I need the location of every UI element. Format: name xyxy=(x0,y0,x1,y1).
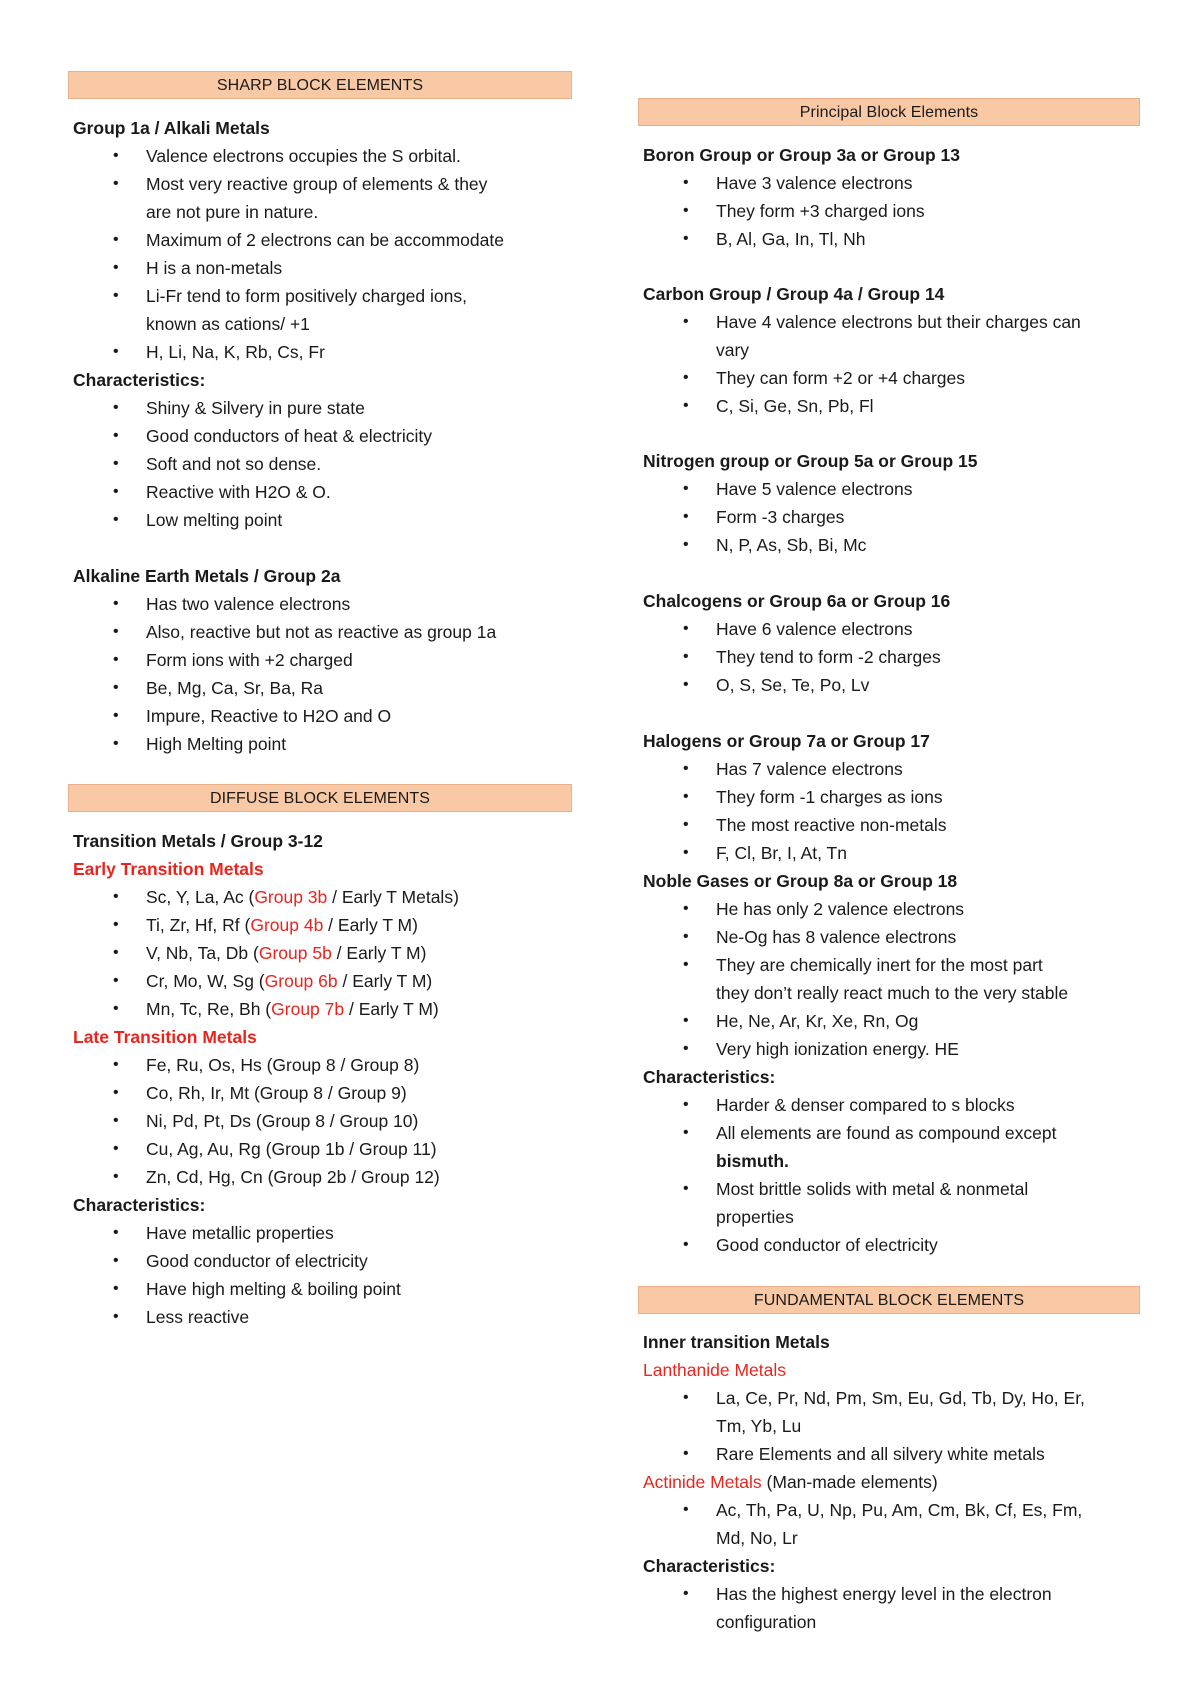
list-item xyxy=(643,1091,1140,1119)
bullet-icon: • xyxy=(113,287,119,304)
bullet-icon: • xyxy=(683,508,689,525)
list-item-text: C, Si, Ge, Sn, Pb, Fl xyxy=(716,396,874,416)
transition-section xyxy=(73,827,572,1331)
bullet-icon: • xyxy=(113,1112,119,1129)
list-item xyxy=(643,1580,1140,1636)
list-item xyxy=(73,254,572,282)
list-item xyxy=(643,643,1140,671)
bullet-icon: • xyxy=(683,928,689,945)
list-item xyxy=(643,615,1140,643)
list-item-text: F, Cl, Br, I, At, Tn xyxy=(716,843,847,863)
list-item xyxy=(643,531,1140,559)
list-item xyxy=(73,911,572,939)
list-item-text: Less reactive xyxy=(146,1307,250,1327)
list-item-text: Li-Fr tend to form positively charged ions, xyxy=(146,286,467,306)
list-item-text: H is a non-metals xyxy=(146,258,283,278)
list-item xyxy=(643,951,1140,1007)
list-item-text: Impure, Reactive to H2O and O xyxy=(146,706,392,726)
group-label: Group 6b xyxy=(264,971,338,991)
bullet-icon: • xyxy=(683,1124,689,1141)
list-item-text: Also, reactive but not as reactive as group 1a xyxy=(146,622,497,642)
early-transition-list xyxy=(73,883,572,1023)
carbon-list xyxy=(643,308,1140,420)
list-item xyxy=(73,1051,572,1079)
list-item xyxy=(73,170,572,226)
list-item xyxy=(643,364,1140,392)
bullet-icon: • xyxy=(113,1252,119,1269)
alkaline-list xyxy=(73,590,572,758)
list-item-text: La, Ce, Pr, Nd, Pm, Sm, Eu, Gd, Tb, Dy, Ho, Er, xyxy=(716,1388,1085,1408)
early-transition-title: Early Transition Metals xyxy=(73,859,264,879)
bullet-icon: • xyxy=(113,231,119,248)
bullet-icon: • xyxy=(683,174,689,191)
list-item xyxy=(73,1079,572,1107)
transition-characteristics-title: Characteristics: xyxy=(73,1195,206,1215)
lanthanide-title: Lanthanide Metals xyxy=(643,1360,787,1380)
carbon-section xyxy=(643,280,1140,420)
list-item-text: properties xyxy=(716,1207,794,1227)
list-item xyxy=(73,226,572,254)
bullet-icon: • xyxy=(683,956,689,973)
bullet-icon: • xyxy=(113,735,119,752)
list-item-text: Have 4 valence electrons but their charges can xyxy=(716,312,1081,332)
inner-characteristics-list xyxy=(643,1580,1140,1636)
list-item xyxy=(73,1303,572,1331)
bullet-icon: • xyxy=(683,844,689,861)
bullet-icon: • xyxy=(113,175,119,192)
bullet-icon: • xyxy=(113,1056,119,1073)
list-item xyxy=(73,967,572,995)
halogens-list xyxy=(643,755,1140,867)
chalcogens-title: Chalcogens or Group 6a or Group 16 xyxy=(643,591,951,611)
list-item xyxy=(73,674,572,702)
chalcogens-section xyxy=(643,587,1140,699)
boron-title: Boron Group or Group 3a or Group 13 xyxy=(643,145,960,165)
list-item-text: H, Li, Na, K, Rb, Cs, Fr xyxy=(146,342,325,362)
bullet-icon: • xyxy=(683,313,689,330)
list-item xyxy=(643,755,1140,783)
list-item-text: V, Nb, Ta, Db ( xyxy=(146,943,259,963)
bullet-icon: • xyxy=(113,483,119,500)
list-item-text: Form ions with +2 charged xyxy=(146,650,353,670)
bullet-icon: • xyxy=(683,1096,689,1113)
list-item-text: Valence electrons occupies the S orbital. xyxy=(146,146,461,166)
alkaline-section xyxy=(73,562,572,758)
bullet-icon: • xyxy=(683,1501,689,1518)
list-item-text: Harder & denser compared to s blocks xyxy=(716,1095,1015,1115)
list-item-text: Has 7 valence electrons xyxy=(716,759,903,779)
list-item xyxy=(643,169,1140,197)
list-item xyxy=(73,730,572,758)
bullet-icon: • xyxy=(113,1224,119,1241)
list-item-text: N, P, As, Sb, Bi, Mc xyxy=(716,535,867,555)
list-item-text: known as cations/ +1 xyxy=(146,314,310,334)
bullet-icon: • xyxy=(113,427,119,444)
bullet-icon: • xyxy=(113,399,119,416)
actinide-title: Actinide Metals xyxy=(643,1472,762,1492)
halogens-title: Halogens or Group 7a or Group 17 xyxy=(643,731,930,751)
list-item xyxy=(73,450,572,478)
bullet-icon: • xyxy=(683,1012,689,1029)
list-item xyxy=(643,1175,1140,1231)
list-item-text: Has the highest energy level in the electron xyxy=(716,1584,1052,1604)
alkali-characteristics-title: Characteristics: xyxy=(73,370,206,390)
bullet-icon: • xyxy=(113,707,119,724)
list-item-text: Good conductor of electricity xyxy=(716,1235,938,1255)
list-item-text: Most very reactive group of elements & they xyxy=(146,174,488,194)
alkali-title: Group 1a / Alkali Metals xyxy=(73,118,270,138)
list-item xyxy=(73,478,572,506)
alkali-characteristics-list xyxy=(73,394,572,534)
noble-title: Noble Gases or Group 8a or Group 18 xyxy=(643,871,958,891)
bullet-icon: • xyxy=(683,1180,689,1197)
list-item xyxy=(73,422,572,450)
nitrogen-title: Nitrogen group or Group 5a or Group 15 xyxy=(643,451,978,471)
noble-characteristics-list xyxy=(643,1091,1140,1259)
list-item-text: vary xyxy=(716,340,750,360)
bullet-icon: • xyxy=(683,1445,689,1462)
list-item-text: Rare Elements and all silvery white metals xyxy=(716,1444,1045,1464)
list-item-text: They are chemically inert for the most part xyxy=(716,955,1043,975)
bullet-icon: • xyxy=(113,1084,119,1101)
list-item-text: / Early T M) xyxy=(344,999,439,1019)
list-item-text: Cr, Mo, W, Sg ( xyxy=(146,971,265,991)
bullet-icon: • xyxy=(113,651,119,668)
bullet-icon: • xyxy=(113,1000,119,1017)
list-item-text: Ti, Zr, Hf, Rf ( xyxy=(146,915,251,935)
list-item-text: All elements are found as compound except xyxy=(716,1123,1057,1143)
diffuse-block-banner: DIFFUSE BLOCK ELEMENTS xyxy=(68,784,572,812)
bullet-icon: • xyxy=(113,944,119,961)
list-item xyxy=(643,197,1140,225)
list-item xyxy=(73,618,572,646)
bullet-icon: • xyxy=(683,1040,689,1057)
list-item-text: High Melting point xyxy=(146,734,287,754)
list-item xyxy=(643,1440,1140,1468)
list-item-text: Have high melting & boiling point xyxy=(146,1279,401,1299)
list-item xyxy=(643,839,1140,867)
list-item xyxy=(73,1163,572,1191)
list-item-text: / Early T Metals) xyxy=(327,887,459,907)
bullet-icon: • xyxy=(683,1585,689,1602)
boron-list xyxy=(643,169,1140,253)
list-item-text: Very high ionization energy. HE xyxy=(716,1039,959,1059)
list-item xyxy=(643,811,1140,839)
late-transition-title: Late Transition Metals xyxy=(73,1027,257,1047)
group-label: Group 7b xyxy=(271,999,345,1019)
bullet-icon: • xyxy=(683,397,689,414)
bullet-icon: • xyxy=(683,816,689,833)
list-item-text: Have 3 valence electrons xyxy=(716,173,913,193)
list-item-text: Have 5 valence electrons xyxy=(716,479,913,499)
lanthanide-list xyxy=(643,1384,1140,1468)
late-transition-list xyxy=(73,1051,572,1191)
list-item-text: They form +3 charged ions xyxy=(716,201,925,221)
list-item-text: Ac, Th, Pa, U, Np, Pu, Am, Cm, Bk, Cf, Es, Fm, xyxy=(716,1500,1083,1520)
bullet-icon: • xyxy=(113,916,119,933)
list-item xyxy=(643,923,1140,951)
list-item-text: Low melting point xyxy=(146,510,283,530)
list-item xyxy=(73,883,572,911)
alkali-section xyxy=(73,114,572,534)
noble-characteristics-title: Characteristics: xyxy=(643,1067,776,1087)
list-item-text: O, S, Se, Te, Po, Lv xyxy=(716,675,870,695)
list-item xyxy=(73,590,572,618)
inner-characteristics-title: Characteristics: xyxy=(643,1556,776,1576)
bullet-icon: • xyxy=(113,623,119,640)
list-item xyxy=(643,308,1140,364)
bullet-icon: • xyxy=(113,147,119,164)
bullet-icon: • xyxy=(683,1236,689,1253)
bullet-icon: • xyxy=(113,259,119,276)
list-item-text: Reactive with H2O & O. xyxy=(146,482,331,502)
bullet-icon: • xyxy=(113,1280,119,1297)
bullet-icon: • xyxy=(113,455,119,472)
list-item-text: They form -1 charges as ions xyxy=(716,787,943,807)
list-item xyxy=(643,475,1140,503)
list-item xyxy=(643,1119,1140,1175)
list-item xyxy=(73,282,572,338)
list-item xyxy=(73,939,572,967)
actinide-list xyxy=(643,1496,1140,1552)
bullet-icon: • xyxy=(683,1389,689,1406)
list-item xyxy=(643,1384,1140,1440)
list-item xyxy=(643,1007,1140,1035)
list-item-text: B, Al, Ga, In, Tl, Nh xyxy=(716,229,866,249)
transition-characteristics-list xyxy=(73,1219,572,1331)
group-label: Group 5b xyxy=(258,943,332,963)
list-item-text: Good conductors of heat & electricity xyxy=(146,426,432,446)
list-item xyxy=(73,338,572,366)
list-item xyxy=(73,1107,572,1135)
bullet-icon: • xyxy=(113,343,119,360)
list-item xyxy=(643,1231,1140,1259)
nitrogen-list xyxy=(643,475,1140,559)
list-item xyxy=(643,783,1140,811)
list-item xyxy=(643,671,1140,699)
list-item xyxy=(73,1275,572,1303)
list-item-text: Sc, Y, La, Ac ( xyxy=(146,887,255,907)
list-item xyxy=(73,1219,572,1247)
transition-title: Transition Metals / Group 3-12 xyxy=(73,831,323,851)
list-item-text: Co, Rh, Ir, Mt (Group 8 / Group 9) xyxy=(146,1083,407,1103)
list-item xyxy=(73,1135,572,1163)
list-item-text: Ne-Og has 8 valence electrons xyxy=(716,927,957,947)
noble-list xyxy=(643,895,1140,1063)
list-item-text: / Early T M) xyxy=(331,943,427,963)
list-item-text: Md, No, Lr xyxy=(716,1528,798,1548)
alkaline-title: Alkaline Earth Metals / Group 2a xyxy=(73,566,341,586)
bullet-icon: • xyxy=(683,202,689,219)
list-item-text: Fe, Ru, Os, Hs (Group 8 / Group 8) xyxy=(146,1055,420,1075)
list-item xyxy=(73,506,572,534)
list-item-text: Zn, Cd, Hg, Cn (Group 2b / Group 12) xyxy=(146,1167,440,1187)
list-item-text: Ni, Pd, Pt, Ds (Group 8 / Group 10) xyxy=(146,1111,419,1131)
halogens-section xyxy=(643,727,1140,1259)
list-item xyxy=(643,503,1140,531)
actinide-heading xyxy=(643,1468,1140,1496)
bullet-icon: • xyxy=(683,620,689,637)
list-item-text: Soft and not so dense. xyxy=(146,454,322,474)
chalcogens-list xyxy=(643,615,1140,699)
bullet-icon: • xyxy=(113,972,119,989)
list-item xyxy=(73,1247,572,1275)
group-label: Group 4b xyxy=(250,915,324,935)
list-item xyxy=(73,394,572,422)
bullet-icon: • xyxy=(683,788,689,805)
list-item-text: configuration xyxy=(716,1612,817,1632)
list-item-text: they don’t really react much to the very stable xyxy=(716,983,1069,1003)
list-item-text: / Early T M) xyxy=(323,915,418,935)
list-item-text: Have 6 valence electrons xyxy=(716,619,913,639)
bullet-icon: • xyxy=(683,480,689,497)
list-item-text: He has only 2 valence electrons xyxy=(716,899,965,919)
carbon-title: Carbon Group / Group 4a / Group 14 xyxy=(643,284,945,304)
list-item xyxy=(643,895,1140,923)
list-item-text: He, Ne, Ar, Kr, Xe, Rn, Og xyxy=(716,1011,919,1031)
bullet-icon: • xyxy=(113,1168,119,1185)
sharp-block-banner: SHARP BLOCK ELEMENTS xyxy=(68,71,572,99)
bullet-icon: • xyxy=(683,369,689,386)
list-item-text: They tend to form -2 charges xyxy=(716,647,941,667)
list-item-text: are not pure in nature. xyxy=(146,202,319,222)
list-item xyxy=(73,646,572,674)
bullet-icon: • xyxy=(683,536,689,553)
list-item xyxy=(73,995,572,1023)
list-item-text: Have metallic properties xyxy=(146,1223,334,1243)
list-item-text: Maximum of 2 electrons can be accommodate xyxy=(146,230,504,250)
list-item-text: Mn, Tc, Re, Bh ( xyxy=(146,999,272,1019)
list-item-text: The most reactive non-metals xyxy=(716,815,947,835)
bullet-icon: • xyxy=(113,1308,119,1325)
list-item-text: Be, Mg, Ca, Sr, Ba, Ra xyxy=(146,678,324,698)
bullet-icon: • xyxy=(113,1140,119,1157)
list-item xyxy=(643,225,1140,253)
list-item-text: Cu, Ag, Au, Rg (Group 1b / Group 11) xyxy=(146,1139,437,1159)
principal-block-banner: Principal Block Elements xyxy=(638,98,1140,126)
nitrogen-section xyxy=(643,447,1140,559)
bullet-icon: • xyxy=(113,679,119,696)
list-item xyxy=(73,142,572,170)
list-item-text: Shiny & Silvery in pure state xyxy=(146,398,365,418)
bullet-icon: • xyxy=(683,230,689,247)
bullet-icon: • xyxy=(113,511,119,528)
fundamental-block-banner: FUNDAMENTAL BLOCK ELEMENTS xyxy=(638,1286,1140,1314)
group-label: Group 3b xyxy=(254,887,328,907)
bullet-icon: • xyxy=(683,676,689,693)
list-item-text: Form -3 charges xyxy=(716,507,845,527)
list-item-text: / Early T M) xyxy=(337,971,433,991)
bullet-icon: • xyxy=(683,900,689,917)
list-item-text: Good conductor of electricity xyxy=(146,1251,368,1271)
actinide-note: (Man-made elements) xyxy=(761,1472,938,1492)
list-item-text: Most brittle solids with metal & nonmetal xyxy=(716,1179,1029,1199)
bullet-icon: • xyxy=(683,760,689,777)
list-item xyxy=(643,392,1140,420)
list-item-text: bismuth. xyxy=(716,1151,789,1171)
list-item-text: Has two valence electrons xyxy=(146,594,351,614)
bullet-icon: • xyxy=(113,888,119,905)
alkali-list xyxy=(73,142,572,366)
bullet-icon: • xyxy=(113,595,119,612)
bullet-icon: • xyxy=(683,648,689,665)
list-item xyxy=(73,702,572,730)
list-item-text: Tm, Yb, Lu xyxy=(716,1416,802,1436)
list-item-text: They can form +2 or +4 charges xyxy=(716,368,966,388)
inner-transition-section xyxy=(643,1328,1140,1636)
list-item xyxy=(643,1035,1140,1063)
list-item xyxy=(643,1496,1140,1552)
boron-section xyxy=(643,141,1140,253)
inner-transition-title: Inner transition Metals xyxy=(643,1332,830,1352)
